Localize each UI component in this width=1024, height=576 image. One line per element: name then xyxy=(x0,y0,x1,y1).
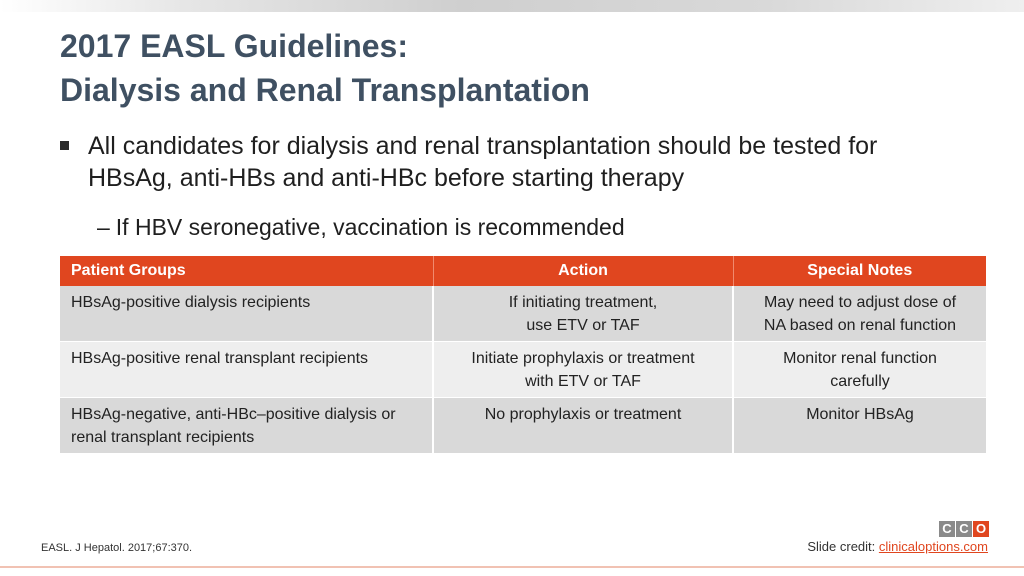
cell-patient-group xyxy=(60,286,433,342)
cell-text: renal transplant recipients xyxy=(71,429,255,446)
table-row xyxy=(60,342,986,398)
credit-link[interactable]: clinicaloptions.com xyxy=(878,539,988,554)
cell-text: HBsAg-positive dialysis recipients xyxy=(71,294,311,311)
cell-action xyxy=(433,342,733,398)
cell-text: May need to adjust dose of xyxy=(763,294,957,311)
guidelines-table xyxy=(60,256,986,454)
cell-patient-group xyxy=(60,342,433,398)
cell-special-notes xyxy=(733,286,986,342)
cell-text: NA based on renal function xyxy=(763,317,957,334)
top-gradient-bar xyxy=(0,0,1024,12)
table-header-row xyxy=(60,256,986,286)
main-bullet xyxy=(60,130,960,194)
title-line-1: 2017 EASL Guidelines: xyxy=(60,28,408,64)
title-line-2: Dialysis and Renal Transplantation xyxy=(60,72,590,108)
cell-text: use ETV or TAF xyxy=(526,317,640,334)
cco-logo xyxy=(939,521,989,537)
sub-bullet xyxy=(97,212,625,242)
cell-text: No prophylaxis or treatment xyxy=(484,406,682,423)
cell-patient-group xyxy=(60,398,433,454)
citation: EASL. J Hepatol. 2017;67:370. xyxy=(41,542,193,554)
square-bullet-icon xyxy=(60,141,69,150)
header-special-notes: Special Notes xyxy=(733,256,986,286)
cell-special-notes xyxy=(733,342,986,398)
slide-title xyxy=(60,24,590,112)
cell-text: HBsAg-negative, anti-HBc–positive dialysis or xyxy=(71,406,396,423)
cell-text: If initiating treatment, xyxy=(508,294,658,311)
logo-letter: C xyxy=(939,521,955,537)
cell-text: Initiate prophylaxis or treatment xyxy=(471,350,695,367)
bottom-divider xyxy=(0,566,1024,568)
logo-letter: C xyxy=(956,521,972,537)
header-action: Action xyxy=(433,256,733,286)
slide-credit xyxy=(807,539,988,554)
logo-letter: O xyxy=(973,521,989,537)
dash-bullet-icon: – xyxy=(97,214,110,240)
cell-special-notes xyxy=(733,398,986,454)
sub-bullet-text: If HBV seronegative, vaccination is recommended xyxy=(115,214,625,240)
cell-action xyxy=(433,398,733,454)
cell-text: with ETV or TAF xyxy=(525,373,641,390)
table-row xyxy=(60,286,986,342)
header-patient-groups: Patient Groups xyxy=(60,256,433,286)
cell-text: Monitor renal function xyxy=(783,350,937,367)
table-row xyxy=(60,398,986,454)
cell-text: HBsAg-positive renal transplant recipients xyxy=(71,350,369,367)
cell-text: carefully xyxy=(830,373,890,390)
cell-action xyxy=(433,286,733,342)
cell-text: Monitor HBsAg xyxy=(806,406,914,423)
main-bullet-text: All candidates for dialysis and renal transplantation should be tested for HBsAg, anti-HBs and anti-HBc before starting therapy xyxy=(88,132,878,192)
credit-prefix: Slide credit: xyxy=(807,539,876,554)
